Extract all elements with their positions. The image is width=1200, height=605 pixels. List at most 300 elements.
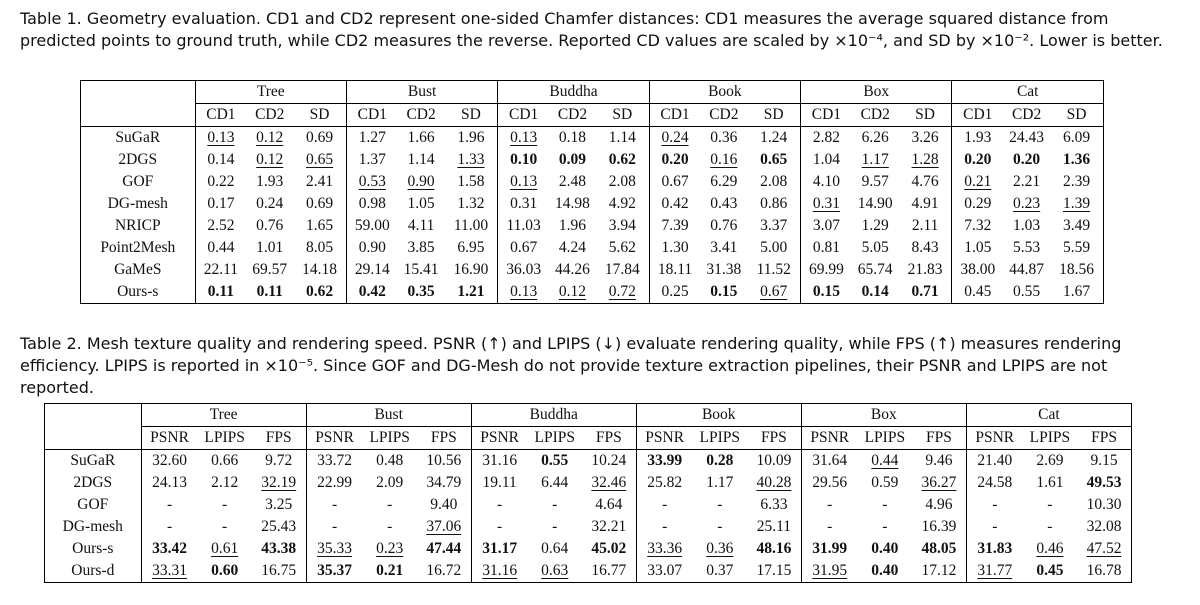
cell-value: 32.46 [591, 474, 627, 491]
cell-value: 49.53 [1086, 474, 1122, 491]
value-cell [582, 494, 636, 516]
value-cell [471, 450, 527, 473]
cell-value: 0.21 [376, 562, 404, 579]
value-cell [417, 494, 471, 516]
value-cell [952, 259, 1003, 281]
subcolumn-header: FPS [417, 427, 471, 450]
value-cell [952, 171, 1003, 193]
value-cell [346, 215, 397, 237]
value-cell [582, 472, 636, 494]
cell-value: 1.32 [457, 195, 485, 212]
table-row [81, 259, 1104, 281]
cell-value: 0.98 [358, 195, 386, 212]
cell-value: 0.66 [211, 452, 239, 469]
value-cell [398, 215, 445, 237]
cell-value: 3.94 [608, 217, 636, 234]
value-cell [1003, 149, 1050, 171]
cell-value: 1.33 [457, 151, 485, 168]
value-cell [1003, 281, 1050, 304]
group-header: Tree [141, 404, 306, 427]
corner-cell [45, 404, 142, 427]
cell-value: 1.96 [457, 129, 485, 146]
value-cell [693, 516, 747, 538]
cell-value: 2.48 [558, 173, 587, 190]
value-cell [700, 237, 747, 259]
value-cell [649, 237, 700, 259]
value-cell [747, 472, 801, 494]
subcolumn-header: LPIPS [197, 427, 251, 450]
cell-value: 0.13 [510, 173, 538, 190]
cell-value: 32.08 [1086, 518, 1122, 535]
cell-value: 0.48 [376, 452, 404, 469]
value-cell [801, 215, 852, 237]
value-cell [1050, 149, 1103, 171]
value-cell [858, 472, 912, 494]
value-cell [363, 472, 417, 494]
cell-value: 16.78 [1086, 562, 1122, 579]
value-cell [306, 538, 362, 560]
value-cell [899, 259, 952, 281]
cell-value: 1.21 [457, 283, 485, 300]
subcolumn-header: FPS [1077, 427, 1131, 450]
cell-value: 0.60 [211, 562, 239, 579]
cell-value: 6.29 [710, 173, 738, 190]
value-cell [246, 127, 293, 150]
value-cell [649, 171, 700, 193]
table-row [81, 149, 1104, 171]
value-cell [1050, 237, 1103, 259]
cell-value: 1.61 [1036, 474, 1064, 491]
value-cell [1050, 259, 1103, 281]
value-cell [912, 494, 966, 516]
cell-value: 1.36 [1063, 151, 1091, 168]
cell-value: 3.85 [407, 239, 435, 256]
cell-value: - [1047, 518, 1053, 535]
cell-value: 16.72 [426, 562, 462, 579]
cell-value: 16.75 [261, 562, 297, 579]
geometry-evaluation-table [80, 80, 1104, 304]
cell-value: 0.40 [871, 540, 899, 557]
value-cell [346, 171, 397, 193]
value-cell [195, 193, 246, 215]
value-cell [852, 259, 899, 281]
cell-value: 29.56 [812, 474, 848, 491]
cell-value: 2.11 [911, 217, 939, 234]
value-cell [899, 127, 952, 150]
cell-value: 0.42 [358, 283, 386, 300]
value-cell [1077, 450, 1131, 473]
value-cell [1050, 215, 1103, 237]
value-cell [966, 494, 1022, 516]
cell-value: 16.90 [453, 261, 489, 278]
cell-value: 4.10 [812, 173, 840, 190]
cell-value: - [1047, 496, 1053, 513]
value-cell [252, 450, 306, 473]
value-cell [346, 149, 397, 171]
value-cell [596, 281, 649, 304]
cell-value: 0.72 [608, 283, 636, 300]
cell-value: - [332, 518, 338, 535]
group-header: Book [636, 404, 801, 427]
subcolumn-header: SD [1050, 104, 1103, 127]
cell-value: 1.05 [964, 239, 992, 256]
value-cell [195, 215, 246, 237]
cell-value: 45.02 [591, 540, 627, 557]
cell-value: 0.14 [861, 283, 889, 300]
cell-value: 0.10 [510, 151, 538, 168]
value-cell [417, 560, 471, 583]
group-header: Bust [306, 404, 471, 427]
table1-caption: Table 1. Geometry evaluation. CD1 and CD2 represent one-sided Chamfer distances: CD1 measures the average squared distance from predicted points to ground truth, while CD2 measures the reverse. Reported CD values are scaled by ×10⁻⁴, and SD by ×10⁻². Lower is better. [20, 9, 1163, 50]
value-cell [899, 281, 952, 304]
cell-value: 0.76 [256, 217, 284, 234]
subcolumn-header: CD1 [649, 104, 700, 127]
cell-value: 1.01 [256, 239, 284, 256]
cell-value: 3.07 [812, 217, 840, 234]
value-cell [852, 171, 899, 193]
cell-value: 47.52 [1086, 540, 1122, 557]
subcolumn-header: PSNR [801, 427, 857, 450]
cell-value: 22.11 [203, 261, 239, 278]
cell-value: 32.60 [152, 452, 187, 469]
cell-value: 6.26 [861, 129, 889, 146]
value-cell [700, 127, 747, 150]
value-cell [549, 237, 596, 259]
value-cell [498, 215, 549, 237]
subcolumn-header: FPS [747, 427, 801, 450]
cell-value: 0.53 [358, 173, 386, 190]
cell-value: 0.86 [760, 195, 788, 212]
value-cell [747, 193, 800, 215]
value-cell [1003, 215, 1050, 237]
cell-value: 9.15 [1090, 452, 1118, 469]
value-cell [252, 494, 306, 516]
cell-value: 0.21 [964, 173, 992, 190]
value-cell [549, 281, 596, 304]
cell-value: 1.66 [407, 129, 435, 146]
value-cell [747, 450, 801, 473]
cell-value: 1.93 [964, 129, 992, 146]
method-name: SuGaR [81, 127, 196, 150]
method-name: 2DGS [81, 149, 196, 171]
cell-value: 1.93 [256, 173, 284, 190]
cell-value: 0.24 [661, 129, 689, 146]
value-cell [636, 472, 692, 494]
method-name: SuGaR [45, 450, 142, 473]
value-cell [966, 450, 1022, 473]
cell-value: 31.16 [482, 452, 518, 469]
value-cell [306, 516, 362, 538]
value-cell [498, 149, 549, 171]
value-cell [1050, 171, 1103, 193]
cell-value: 33.36 [647, 540, 683, 557]
value-cell [1003, 259, 1050, 281]
cell-value: 6.95 [457, 239, 485, 256]
cell-value: - [882, 518, 888, 535]
cell-value: 69.99 [808, 261, 844, 278]
cell-value: 0.65 [760, 151, 788, 168]
value-cell [363, 560, 417, 583]
cell-value: 40.28 [756, 474, 792, 491]
value-cell [197, 560, 251, 583]
cell-value: 0.20 [964, 151, 992, 168]
cell-value: 1.17 [706, 474, 734, 491]
value-cell [246, 215, 293, 237]
value-cell [528, 494, 582, 516]
cell-value: 0.81 [812, 239, 840, 256]
cell-value: 2.52 [207, 217, 235, 234]
value-cell [700, 193, 747, 215]
table-row [81, 193, 1104, 215]
cell-value: 1.39 [1063, 195, 1091, 212]
value-cell [596, 149, 649, 171]
value-cell [1077, 538, 1131, 560]
value-cell [1077, 516, 1131, 538]
cell-value: 1.37 [358, 151, 386, 168]
value-cell [417, 538, 471, 560]
corner-cell [81, 81, 196, 104]
value-cell [293, 215, 346, 237]
cell-value: 8.05 [306, 239, 334, 256]
value-cell [445, 215, 498, 237]
value-cell [747, 560, 801, 583]
cell-value: - [552, 496, 558, 513]
cell-value: - [552, 518, 558, 535]
table-row [81, 281, 1104, 304]
cell-value: 9.46 [925, 452, 953, 469]
cell-value: 6.09 [1063, 129, 1091, 146]
value-cell [747, 494, 801, 516]
cell-value: 31.83 [977, 540, 1013, 557]
value-cell [596, 259, 649, 281]
cell-value: 0.23 [1013, 195, 1041, 212]
value-cell [1023, 538, 1077, 560]
value-cell [747, 127, 800, 150]
method-name: GaMeS [81, 259, 196, 281]
value-cell [693, 538, 747, 560]
value-cell [852, 149, 899, 171]
value-cell [636, 450, 692, 473]
value-cell [197, 494, 251, 516]
cell-value: 4.64 [595, 496, 623, 513]
cell-value: 11.52 [756, 261, 791, 278]
cell-value: 18.56 [1059, 261, 1094, 278]
group-header: Cat [952, 81, 1104, 104]
value-cell [141, 450, 197, 473]
subcolumn-header: CD2 [549, 104, 596, 127]
cell-value: 1.58 [457, 173, 485, 190]
value-cell [549, 171, 596, 193]
cell-value: 0.18 [558, 129, 587, 146]
value-cell [747, 215, 800, 237]
value-cell [246, 281, 293, 304]
cell-value: 11.00 [453, 217, 489, 234]
cell-value: 44.87 [1009, 261, 1045, 278]
cell-value: 0.45 [964, 283, 992, 300]
subcolumn-header-row [45, 427, 1132, 450]
value-cell [596, 127, 649, 150]
value-cell [1023, 450, 1077, 473]
value-cell [346, 127, 397, 150]
cell-value: 2.08 [760, 173, 788, 190]
cell-value: 0.63 [541, 562, 569, 579]
value-cell [141, 516, 197, 538]
value-cell [293, 149, 346, 171]
group-header: Buddha [471, 404, 636, 427]
cell-value: 0.37 [706, 562, 734, 579]
value-cell [858, 450, 912, 473]
cell-value: 9.57 [861, 173, 889, 190]
value-cell [471, 494, 527, 516]
value-cell [195, 149, 246, 171]
value-cell [1003, 171, 1050, 193]
value-cell [852, 127, 899, 150]
cell-value: 0.31 [510, 195, 538, 212]
cell-value: 33.72 [317, 452, 353, 469]
value-cell [252, 560, 306, 583]
cell-value: - [387, 496, 393, 513]
cell-value: - [497, 496, 503, 513]
cell-value: 0.42 [661, 195, 689, 212]
cell-value: 31.95 [812, 562, 848, 579]
cell-value: 7.39 [661, 217, 689, 234]
value-cell [801, 237, 852, 259]
table-row [45, 450, 1132, 473]
value-cell [858, 538, 912, 560]
subcolumn-header: SD [445, 104, 498, 127]
value-cell [596, 215, 649, 237]
cell-value: 65.74 [857, 261, 893, 278]
group-header: Buddha [498, 81, 649, 104]
value-cell [293, 237, 346, 259]
value-cell [549, 149, 596, 171]
texture-quality-table [44, 403, 1132, 583]
cell-value: 48.05 [921, 540, 957, 557]
value-cell [801, 450, 857, 473]
value-cell [1023, 516, 1077, 538]
cell-value: 0.44 [207, 239, 235, 256]
value-cell [252, 538, 306, 560]
value-cell [899, 149, 952, 171]
subcolumn-header: SD [899, 104, 952, 127]
cell-value: 0.12 [256, 129, 284, 146]
cell-value: 35.37 [317, 562, 353, 579]
value-cell [445, 149, 498, 171]
value-cell [398, 259, 445, 281]
cell-value: 0.15 [710, 283, 738, 300]
cell-value: 1.65 [306, 217, 334, 234]
cell-value: 44.26 [555, 261, 590, 278]
value-cell [899, 215, 952, 237]
cell-value: 14.90 [857, 195, 893, 212]
cell-value: - [717, 496, 723, 513]
group-header: Box [801, 81, 952, 104]
group-header-row [81, 81, 1104, 104]
value-cell [952, 215, 1003, 237]
value-cell [528, 560, 582, 583]
subcolumn-header: CD1 [498, 104, 549, 127]
value-cell [700, 215, 747, 237]
cell-value: 2.39 [1063, 173, 1091, 190]
cell-value: 0.23 [376, 540, 404, 557]
value-cell [649, 149, 700, 171]
subcolumn-header: CD1 [952, 104, 1003, 127]
cell-value: 0.36 [706, 540, 734, 557]
cell-value: 1.14 [407, 151, 435, 168]
cell-value: - [497, 518, 503, 535]
value-cell [197, 472, 251, 494]
cell-value: 0.61 [211, 540, 239, 557]
value-cell [398, 281, 445, 304]
value-cell [1003, 127, 1050, 150]
cell-value: 33.42 [152, 540, 187, 557]
value-cell [398, 237, 445, 259]
subcolumn-header: LPIPS [363, 427, 417, 450]
cell-value: 31.64 [812, 452, 848, 469]
cell-value: 0.62 [306, 283, 334, 300]
value-cell [445, 193, 498, 215]
cell-value: 0.35 [407, 283, 435, 300]
cell-value: 0.13 [510, 129, 538, 146]
cell-value: 4.11 [407, 217, 435, 234]
subcolumn-header: CD1 [801, 104, 852, 127]
value-cell [952, 281, 1003, 304]
cell-value: 0.55 [541, 452, 569, 469]
value-cell [195, 127, 246, 150]
cell-value: 38.00 [960, 261, 996, 278]
value-cell [1077, 472, 1131, 494]
cell-value: 31.99 [812, 540, 848, 557]
value-cell [306, 494, 362, 516]
value-cell [801, 127, 852, 150]
value-cell [528, 538, 582, 560]
group-header-row [45, 404, 1132, 427]
value-cell [1023, 560, 1077, 583]
cell-value: 33.99 [647, 452, 683, 469]
value-cell [747, 281, 800, 304]
subcolumn-header: PSNR [306, 427, 362, 450]
subcolumn-header: PSNR [471, 427, 527, 450]
subcolumn-header: PSNR [141, 427, 197, 450]
cell-value: 6.44 [541, 474, 569, 491]
table-row [45, 560, 1132, 583]
method-name: Ours-s [81, 281, 196, 304]
cell-value: 16.77 [591, 562, 627, 579]
value-cell [912, 538, 966, 560]
value-cell [596, 237, 649, 259]
value-cell [801, 171, 852, 193]
value-cell [693, 494, 747, 516]
cell-value: 8.43 [911, 239, 939, 256]
cell-value: 24.58 [977, 474, 1013, 491]
cell-value: 0.31 [812, 195, 840, 212]
cell-value: 0.76 [710, 217, 738, 234]
value-cell [528, 450, 582, 473]
value-cell [801, 259, 852, 281]
value-cell [801, 516, 857, 538]
value-cell [858, 494, 912, 516]
cell-value: 0.13 [207, 129, 235, 146]
cell-value: 10.24 [591, 452, 627, 469]
method-name: GOF [45, 494, 142, 516]
value-cell [596, 171, 649, 193]
value-cell [952, 127, 1003, 150]
cell-value: - [827, 496, 833, 513]
table-row [81, 215, 1104, 237]
cell-value: 5.53 [1013, 239, 1041, 256]
value-cell [747, 237, 800, 259]
value-cell [912, 450, 966, 473]
